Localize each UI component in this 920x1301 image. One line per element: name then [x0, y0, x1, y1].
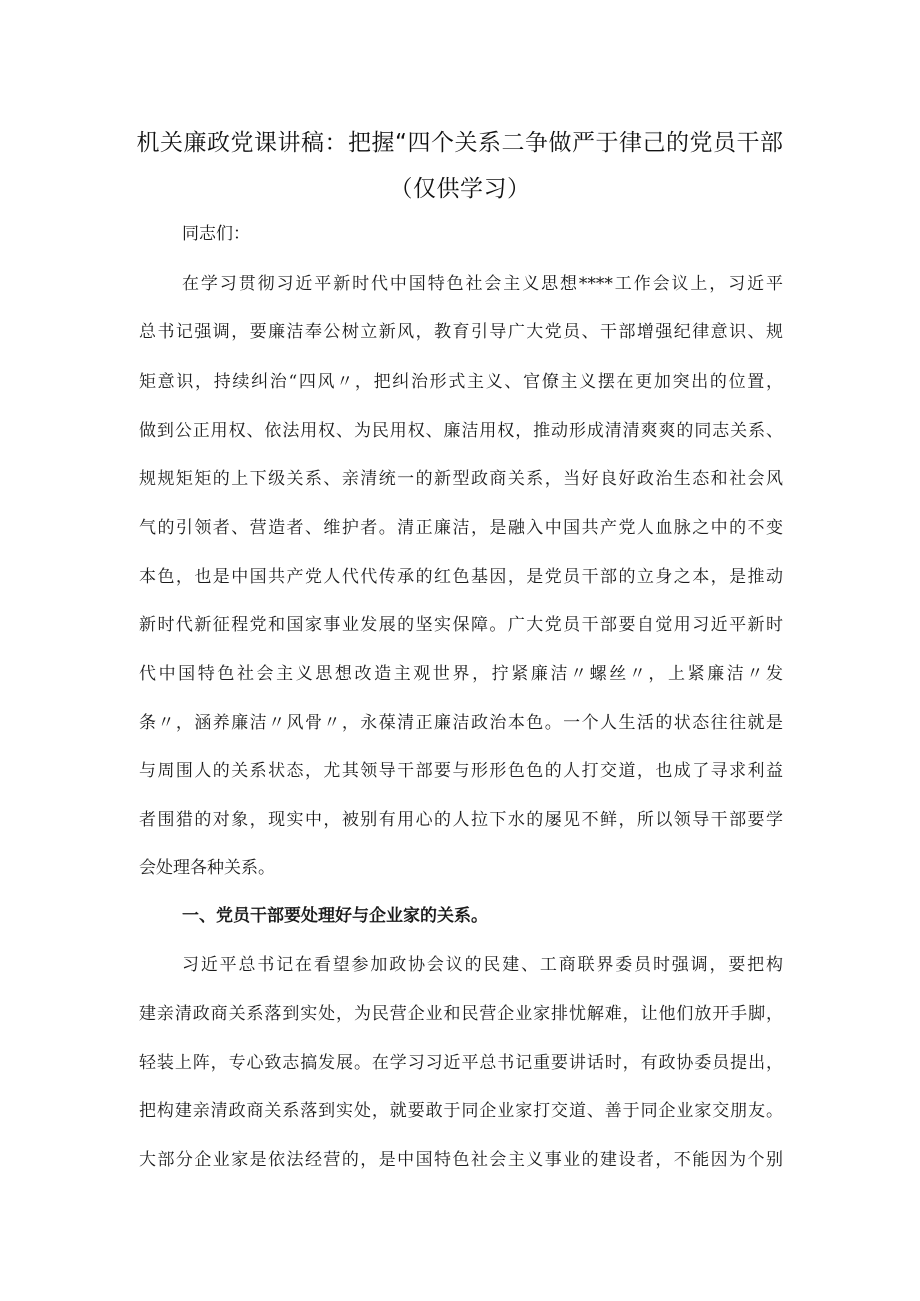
salutation: 同志们： [182, 224, 250, 244]
paragraph-line: 会处理各种关系。 [139, 858, 275, 878]
paragraph-line: 与周围人的关系状态，尤其领导干部要与形形色色的人打交道，也成了寻求利益 [139, 761, 783, 781]
paragraph-line: 者围猎的对象，现实中，被别有用心的人拉下水的屡见不鲜，所以领导干部要学 [139, 810, 783, 830]
document-title: 机关廉政党课讲稿：把握“四个关系二争做严于律己的党员干部 [136, 130, 784, 156]
paragraph-line: 轻装上阵，专心致志搞发展。在学习习近平总书记重要讲话时，有政协委员提出， [139, 1053, 783, 1073]
paragraph-line: 大部分企业家是依法经营的，是中国特色社会主义事业的建设者，不能因为个别 [139, 1150, 783, 1170]
paragraph-line: 条〃，涵养廉洁〃风骨〃，永葆清正廉洁政治本色。一个人生活的状态往往就是 [139, 713, 783, 733]
paragraph-line: 做到公正用权、依法用权、为民用权、廉洁用权，推动形成清清爽爽的同志关系、 [139, 421, 783, 441]
paragraph-line: 矩意识，持续纠治“四风〃，把纠治形式主义、官僚主义摆在更加突出的位置， [139, 372, 783, 392]
document-subtitle: （仅供学习） [389, 176, 531, 202]
paragraph-line: 习近平总书记在看望参加政协会议的民建、工商联界委员时强调，要把构 [182, 955, 783, 975]
paragraph-line: 把构建亲清政商关系落到实处，就要敢于同企业家打交道、善于同企业家交朋友。 [139, 1101, 783, 1121]
paragraph-line: 气的引领者、营造者、维护者。清正廉洁，是融入中国共产党人血脉之中的不变 [139, 518, 783, 538]
paragraph-line: 总书记强调，要廉洁奉公树立新风，教育引导广大党员、干部增强纪律意识、规 [139, 322, 783, 342]
section-heading: 一、党员干部要处理好与企业家的关系。 [182, 906, 488, 926]
paragraph-line: 规规矩矩的上下级关系、亲清统一的新型政商关系，当好良好政治生态和社会风 [139, 469, 783, 489]
paragraph-line: 新时代新征程党和国家事业发展的坚实保障。广大党员干部要自觉用习近平新时 [139, 615, 783, 635]
paragraph-line: 建亲清政商关系落到实处，为民营企业和民营企业家排忧解难，让他们放开手脚， [139, 1004, 783, 1024]
paragraph-line: 本色，也是中国共产党人代代传承的红色基因，是党员干部的立身之本，是推动 [139, 567, 783, 587]
paragraph-line: 在学习贯彻习近平新时代中国特色社会主义思想****工作会议上，习近平 [182, 274, 783, 294]
paragraph-line: 代中国特色社会主义思想改造主观世界，拧紧廉洁〃螺丝〃，上紧廉洁〃发 [139, 664, 783, 684]
